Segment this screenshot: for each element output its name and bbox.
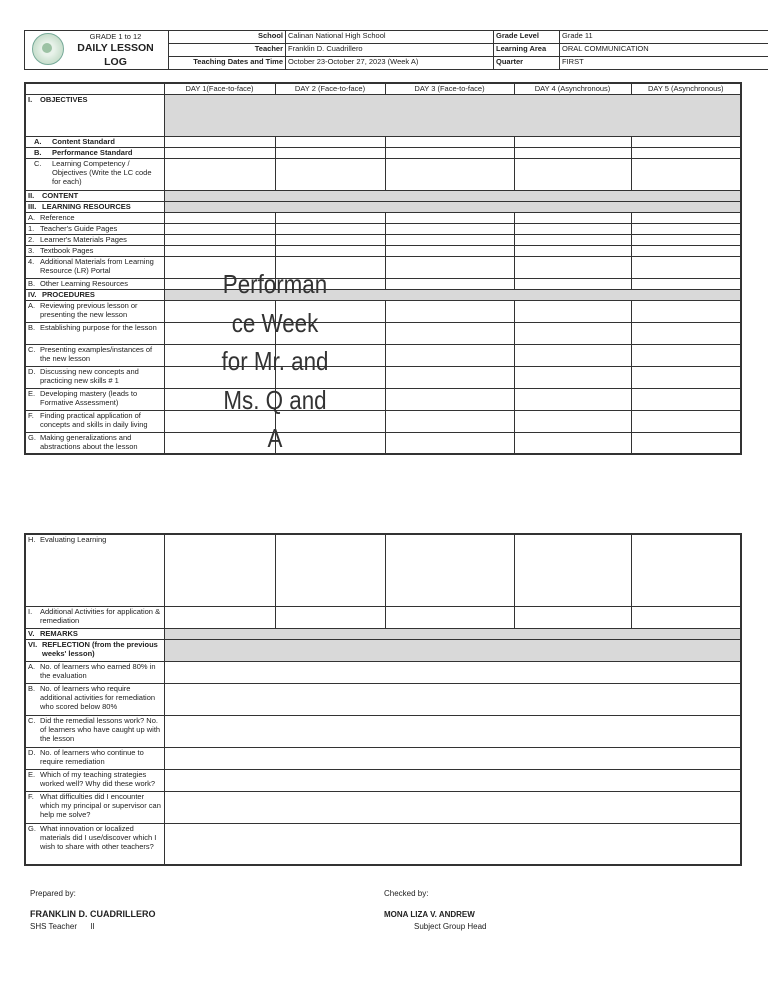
day-header: DAY 1(Face-to-face) <box>164 83 275 94</box>
row-label <box>25 747 164 769</box>
row-label <box>25 190 164 201</box>
row-label <box>25 136 164 147</box>
row-number: C. <box>34 158 42 168</box>
day-cell[interactable] <box>164 158 275 190</box>
row-text: OBJECTIVES <box>40 94 88 104</box>
day-cell[interactable] <box>631 234 741 245</box>
row-number: B. <box>28 322 36 332</box>
row-number: D. <box>28 747 36 757</box>
day-cell[interactable] <box>514 300 631 322</box>
page-title: DAILY LESSON LOG <box>77 42 154 68</box>
day-cell[interactable] <box>164 147 275 158</box>
overlay-line: for Mr. and <box>221 346 329 376</box>
day-cell[interactable] <box>631 223 741 234</box>
table-row <box>25 245 741 256</box>
day-cell[interactable] <box>514 534 631 606</box>
row-number: H. <box>28 535 36 544</box>
row-number: I. <box>28 94 33 104</box>
row-number: 4. <box>28 256 35 266</box>
row-number: I. <box>28 606 33 616</box>
grade-range: GRADE 1 to 12 <box>89 32 142 41</box>
day-cell[interactable] <box>385 366 514 388</box>
day-cell[interactable] <box>385 147 514 158</box>
prepared-name: FRANKLIN D. CUADRILLERO <box>30 909 156 919</box>
reflection-table <box>24 533 742 866</box>
day-cell[interactable] <box>385 606 514 628</box>
day-cell[interactable] <box>631 300 741 322</box>
lesson-plan-table <box>24 82 742 455</box>
day-cell[interactable] <box>631 606 741 628</box>
row-text: Learner's Materials Pages <box>40 234 127 244</box>
day-cell[interactable] <box>164 223 275 234</box>
overlay-line: ce Week <box>231 307 319 338</box>
table-row <box>25 366 741 388</box>
row-label <box>25 823 164 865</box>
day-cell[interactable] <box>385 410 514 432</box>
day-cell[interactable] <box>631 322 741 344</box>
row-label <box>25 683 164 715</box>
quarter-label: Quarter <box>494 57 560 70</box>
row-number: II. <box>28 190 35 200</box>
row-text: Making generalizations and abstractions about the lesson <box>40 432 138 451</box>
table-row <box>25 234 741 245</box>
day-cell[interactable] <box>514 432 631 454</box>
day-cell[interactable] <box>631 534 741 606</box>
day-header: DAY 5 (Asynchronous) <box>631 83 741 94</box>
day-cell[interactable] <box>631 366 741 388</box>
row-text: What difficulties did I encounter which my principal or supervisor can help me solve? <box>40 791 161 819</box>
day-cell[interactable] <box>631 432 741 454</box>
gray-cell <box>164 190 741 201</box>
day-cell[interactable] <box>164 234 275 245</box>
day-cell[interactable] <box>385 234 514 245</box>
table-row <box>25 410 741 432</box>
day-header: DAY 3 (Face-to-face) <box>385 83 514 94</box>
row-number: F. <box>28 791 34 801</box>
row-label <box>25 661 164 683</box>
table-row <box>25 606 741 628</box>
checked-name: MONA LIZA V. ANDREW <box>384 910 475 919</box>
row-label <box>25 300 164 322</box>
table-row <box>25 201 741 212</box>
row-text: Did the remedial lessons work? No. of learners who have caught up with the lesson <box>40 715 161 743</box>
day-cell[interactable] <box>631 147 741 158</box>
grade-level-value: Grade 11 <box>560 31 768 44</box>
row-number: B. <box>28 278 36 288</box>
answer-cell[interactable] <box>164 747 741 769</box>
day-cell[interactable] <box>385 256 514 278</box>
row-label <box>25 223 164 234</box>
row-text: Discussing new concepts and practicing new skills # 1 <box>40 366 139 385</box>
row-label <box>25 344 164 366</box>
row-text: Evaluating Learning <box>40 535 107 544</box>
row-number: V. <box>28 628 35 638</box>
prepared-label: Prepared by: <box>30 889 76 898</box>
day-cell[interactable] <box>275 212 385 223</box>
teacher-label: Teacher <box>169 44 286 57</box>
day-cell[interactable] <box>514 147 631 158</box>
day-cell[interactable] <box>275 223 385 234</box>
table-row <box>25 823 741 865</box>
table-row <box>25 136 741 147</box>
row-label <box>25 388 164 410</box>
day-cell[interactable] <box>631 136 741 147</box>
row-label <box>25 158 164 190</box>
day-cell[interactable] <box>164 136 275 147</box>
row-number: D. <box>28 366 36 376</box>
answer-cell[interactable] <box>164 769 741 791</box>
row-label <box>25 534 164 606</box>
table-row <box>25 147 741 158</box>
day-cell[interactable] <box>631 212 741 223</box>
table-row <box>25 534 741 606</box>
row-text: REFLECTION (from the previous weeks' lesson) <box>42 639 158 658</box>
corner-cell <box>25 83 164 94</box>
row-label <box>25 639 164 661</box>
dates-label: Teaching Dates and Time <box>169 57 286 70</box>
day-cell[interactable] <box>514 212 631 223</box>
table-row <box>25 158 741 190</box>
row-text: Additional Materials from Learning Resource (LR) Portal <box>40 256 154 275</box>
gray-cell <box>164 628 741 639</box>
table-row <box>25 388 741 410</box>
gray-cell <box>164 639 741 661</box>
table-row <box>25 715 741 747</box>
day-cell[interactable] <box>275 234 385 245</box>
day-cell[interactable] <box>514 410 631 432</box>
row-text: Presenting examples/instances of the new lesson <box>40 344 153 363</box>
day-cell[interactable] <box>514 136 631 147</box>
table-row <box>25 190 741 201</box>
day-header: DAY 2 (Face-to-face) <box>275 83 385 94</box>
row-text: Textbook Pages <box>40 245 94 255</box>
row-label <box>25 245 164 256</box>
day-header: DAY 4 (Asynchronous) <box>514 83 631 94</box>
day-cell[interactable] <box>385 534 514 606</box>
row-text: Finding practical application of concepts and skills in daily living <box>40 410 148 429</box>
row-label <box>25 94 164 136</box>
day-cell[interactable] <box>385 223 514 234</box>
row-label <box>25 366 164 388</box>
day-cell[interactable] <box>275 136 385 147</box>
day-cell[interactable] <box>631 344 741 366</box>
day-cell[interactable] <box>164 212 275 223</box>
day-cell[interactable] <box>631 245 741 256</box>
row-text: Reviewing previous lesson or presenting the new lesson <box>40 300 138 319</box>
day-cell[interactable] <box>514 606 631 628</box>
learning-area-value: ORAL COMMUNICATION <box>560 44 768 57</box>
answer-cell[interactable] <box>164 661 741 683</box>
dates-value: October 23-October 27, 2023 (Week A) <box>286 57 494 70</box>
row-number: A. <box>28 661 36 671</box>
checked-role: Subject Group Head <box>414 922 487 931</box>
row-text: Developing mastery (leads to Formative Assessment) <box>40 388 138 407</box>
day-cell[interactable] <box>631 158 741 190</box>
row-number: A. <box>28 212 36 222</box>
row-number: IV. <box>28 289 37 299</box>
day-cell[interactable] <box>164 245 275 256</box>
row-text: Content Standard <box>52 136 115 146</box>
table-row <box>25 628 741 639</box>
row-number: 2. <box>28 234 35 244</box>
table-row <box>25 278 741 289</box>
table-row <box>25 212 741 223</box>
row-label <box>25 791 164 823</box>
row-label <box>25 234 164 245</box>
row-label <box>25 410 164 432</box>
table-row <box>25 747 741 769</box>
row-number: A. <box>34 136 42 146</box>
row-text: No. of learners who continue to require remediation <box>40 747 144 766</box>
teacher-value: Franklin D. Cuadrillero <box>286 44 494 57</box>
row-label <box>25 432 164 454</box>
day-cell[interactable] <box>631 410 741 432</box>
day-cell[interactable] <box>275 158 385 190</box>
row-number: B. <box>34 147 42 157</box>
row-text: Additional Activities for application & remediation <box>40 606 161 625</box>
row-number: G. <box>28 823 36 833</box>
day-cell[interactable] <box>514 278 631 289</box>
row-number: III. <box>28 201 37 211</box>
row-label <box>25 147 164 158</box>
row-number: VI. <box>28 639 38 649</box>
row-text: LEARNING RESOURCES <box>42 201 131 211</box>
table-row <box>25 639 741 661</box>
grade-level-label: Grade Level <box>494 31 560 44</box>
table-row <box>25 344 741 366</box>
day-cell[interactable] <box>164 606 275 628</box>
row-number: E. <box>28 769 36 779</box>
row-label <box>25 715 164 747</box>
row-label <box>25 628 164 639</box>
table-row <box>25 289 741 300</box>
day-cell[interactable] <box>514 256 631 278</box>
gray-cell <box>164 201 741 212</box>
day-cell[interactable] <box>385 388 514 410</box>
day-cell[interactable] <box>514 234 631 245</box>
overlay-line: A <box>267 423 283 453</box>
prepared-role: SHS Teacher II <box>30 922 95 931</box>
day-cell[interactable] <box>385 322 514 344</box>
header-table <box>24 30 768 70</box>
day-cell[interactable] <box>514 322 631 344</box>
answer-cell[interactable] <box>164 715 741 747</box>
row-text: Performance Standard <box>52 147 133 157</box>
day-cell[interactable] <box>514 366 631 388</box>
row-label <box>25 256 164 278</box>
row-number: G. <box>28 432 36 442</box>
day-cell[interactable] <box>385 300 514 322</box>
row-label <box>25 769 164 791</box>
table-row <box>25 683 741 715</box>
checked-label: Checked by: <box>384 889 429 898</box>
day-cell[interactable] <box>631 388 741 410</box>
row-text: Learning Competency / Objectives (Write the LC code for each) <box>52 158 152 186</box>
row-label <box>25 606 164 628</box>
day-cell[interactable] <box>275 245 385 256</box>
table-row <box>25 661 741 683</box>
school-label: School <box>169 31 286 44</box>
row-text: No. of learners who require additional activities for remediation who scored below 80% <box>40 683 156 711</box>
table-row <box>25 769 741 791</box>
day-cell[interactable] <box>385 245 514 256</box>
row-text: Teacher's Guide Pages <box>40 223 118 233</box>
day-cell[interactable] <box>275 147 385 158</box>
gray-cell <box>164 94 741 136</box>
row-text: What innovation or localized materials did I use/discover which I wish to share with other teachers? <box>40 823 157 851</box>
row-text: Which of my teaching strategies worked well? Why did these work? <box>40 769 156 788</box>
day-cell[interactable] <box>514 245 631 256</box>
table-row <box>25 223 741 234</box>
day-cell[interactable] <box>385 158 514 190</box>
row-number: C. <box>28 344 36 354</box>
day-cell[interactable] <box>631 256 741 278</box>
row-number: C. <box>28 715 36 725</box>
row-text: Establishing purpose for the lesson <box>40 322 157 332</box>
table-row <box>25 432 741 454</box>
table-row <box>25 300 741 322</box>
day-cell[interactable] <box>385 136 514 147</box>
table-row <box>25 322 741 344</box>
day-cell[interactable] <box>514 223 631 234</box>
row-number: F. <box>28 410 34 420</box>
table-row <box>25 94 741 136</box>
overlay-line: Performan <box>222 269 328 299</box>
day-cell[interactable] <box>385 278 514 289</box>
row-text: Reference <box>40 212 75 222</box>
day-cell[interactable] <box>275 534 385 606</box>
learning-area-label: Learning Area <box>494 44 560 57</box>
row-text: PROCEDURES <box>42 289 95 299</box>
row-label <box>25 212 164 223</box>
header-title-cell <box>25 31 169 70</box>
row-label <box>25 278 164 289</box>
table-row <box>25 256 741 278</box>
overlay-note <box>211 265 340 458</box>
row-text: Other Learning Resources <box>40 278 128 288</box>
row-label <box>25 322 164 344</box>
answer-cell[interactable] <box>164 791 741 823</box>
day-cell[interactable] <box>514 388 631 410</box>
table-row <box>25 791 741 823</box>
day-cell[interactable] <box>514 344 631 366</box>
row-number: 1. <box>28 223 35 233</box>
day-cell[interactable] <box>164 534 275 606</box>
day-cell[interactable] <box>385 344 514 366</box>
overlay-line: Ms. Q and <box>223 384 327 415</box>
day-cell[interactable] <box>385 432 514 454</box>
row-text: REMARKS <box>40 628 78 638</box>
day-cell[interactable] <box>631 278 741 289</box>
day-cell[interactable] <box>514 158 631 190</box>
school-value: Calinan National High School <box>286 31 494 44</box>
answer-cell[interactable] <box>164 823 741 865</box>
row-number: B. <box>28 683 36 693</box>
row-label <box>25 289 164 300</box>
row-number: A. <box>28 300 36 310</box>
day-cell[interactable] <box>385 212 514 223</box>
answer-cell[interactable] <box>164 683 741 715</box>
day-cell[interactable] <box>275 606 385 628</box>
row-number: E. <box>28 388 36 398</box>
row-label <box>25 201 164 212</box>
row-text: CONTENT <box>42 190 79 200</box>
row-number: 3. <box>28 245 35 255</box>
quarter-value: FIRST <box>560 57 768 70</box>
row-text: No. of learners who earned 80% in the evaluation <box>40 661 156 680</box>
